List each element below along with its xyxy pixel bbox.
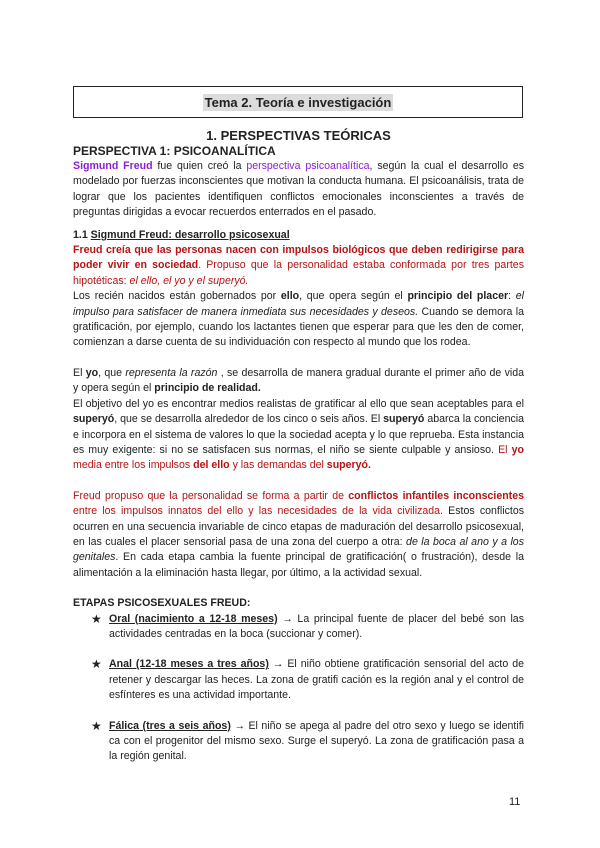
stages-list	[73, 612, 524, 765]
freud-paragraph-3: El yo, que representa la razón , se desarrolla de manera gradual durante el primer año de vida y opera según el principio de realidad.	[73, 366, 524, 395]
page-number: 11	[509, 796, 521, 808]
freud-paragraph-2: Los recién nacidos están gobernados por ello, que opera según el principio del placer: el impulso para satisfacer de manera inmediata sus necesidades y deseos. Cuando se demora la gratificación, por ejemplo, cuando los lactantes tienen que esperar para que les den de comer, comienzan a darse cuenta de su individuación con respecto al mundo que los rodea.	[73, 290, 525, 349]
section-heading: 1. PERSPECTIVAS TEÓRICAS	[206, 128, 391, 143]
subsection-heading: 1.1 Sigmund Freud: desarrollo psicosexual	[73, 228, 290, 241]
stages-heading: ETAPAS PSICOSEXUALES FREUD:	[73, 597, 251, 610]
intro-paragraph: Sigmund Freud fue quien creó la perspectiva psicoanalítica, según la cual el desarrollo es modelado por fuerzas inconscientes que motivan la conducta humana. El psicoanálisis, trata de lograr que los pacientes identifiquen conflictos emocionales inconscientes a través de preguntas dirigidas a evocar recuerdos enterrados en el pasado.	[73, 160, 525, 219]
list-item: ★ Anal (12-18 meses a tres años) → El niño obtiene gratificación sensorial del acto de retener y descargar las heces. La zona de gratifi cación es la región anal y el control de esfínteres es una actividad importante.	[91, 657, 524, 702]
freud-paragraph-1: Freud creía que las personas nacen con impulsos biológicos que deben redirigirse para poder vivir en sociedad. Propuso que la personalidad estaba conformada por tres partes hipotéticas: el ello, el yo y el superyó.	[73, 244, 524, 287]
freud-paragraph-4: El objetivo del yo es encontrar medios realistas de gratificar al ello que sean aceptables para el superyó, que se desarrolla alrededor de los cinco o seis años. El superyó abarca la conciencia e incorpora en el sistema de valores lo que la sociedad acepta y lo que reprueba. Esta instancia es muy exigente: si no se satisfacen sus normas, el niño se siente culpable y ansioso. El yo media entre los impulsos del ello y las demandas del superyó.	[73, 397, 524, 472]
list-item: ★ Fálica (tres a seis años) → El niño se apega al padre del otro sexo y luego se identifi ca con el progenitor del mismo sexo. Surge el superyó. La zona de gratificación pasa a la región genital.	[91, 718, 524, 763]
title-box	[73, 86, 523, 118]
freud-paragraph-5: Freud propuso que la personalidad se forma a partir de conflictos infantiles inconscientes entre los impulsos innatos del ello y las necesidades de la vida civilizada. Estos conflictos ocurren en una secuencia invariable de cinco etapas de maduración del desarrollo psicosexual, en las cuales el placer sensorial pasa de una zona del cuerpo a otra: de la boca al ano y a los genitales. En cada etapa cambia la fuente principal de gratificación( o frustración), desde la alimentación a la eliminación hasta llegar, por último, a la actividad sexual.	[73, 489, 525, 579]
star-icon: ★	[91, 718, 102, 733]
content	[73, 128, 524, 765]
perspective-heading: PERSPECTIVA 1: PSICOANALÍTICA	[73, 144, 276, 158]
star-icon: ★	[91, 611, 102, 626]
page-title: Tema 2. Teoría e investigación	[204, 94, 392, 110]
star-icon: ★	[91, 657, 102, 672]
list-item: ★ Oral (nacimiento a 12-18 meses) → La principal fuente de placer del bebé son las actividades centradas en la boca (succionar y comer).	[91, 611, 524, 640]
